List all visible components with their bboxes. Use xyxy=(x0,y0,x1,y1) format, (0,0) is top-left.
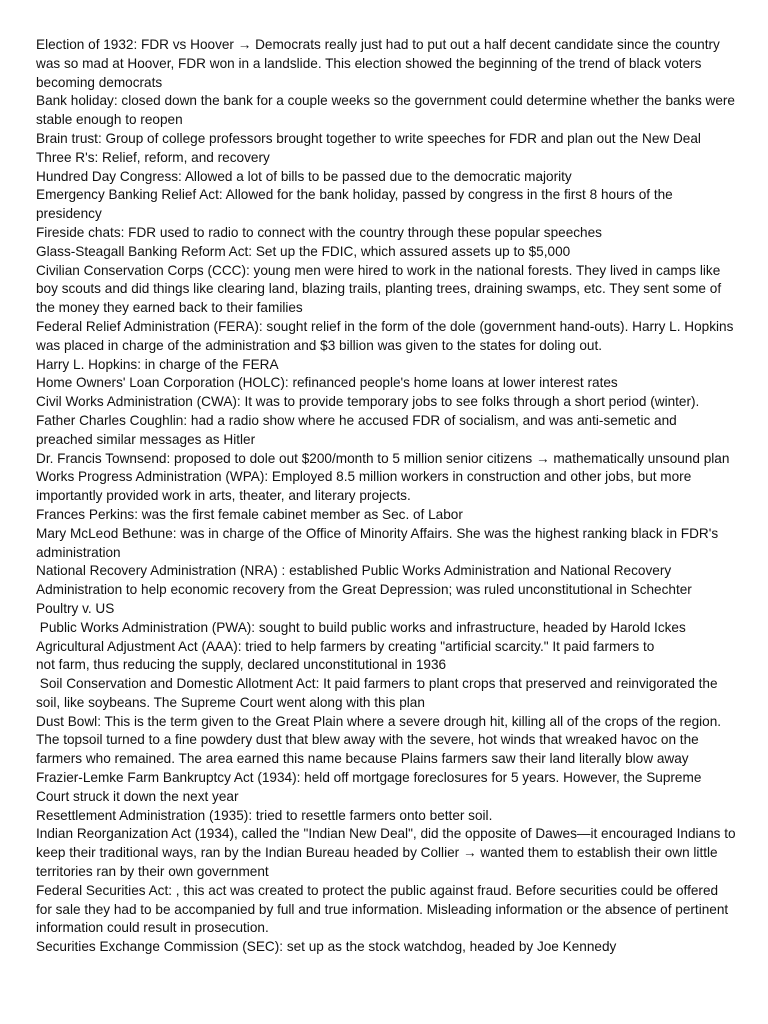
note-entry-ccc: Civilian Conservation Corps (CCC): young men were hired to work in the national forests. They lived in camps like boy scouts and did things like clearing land, blazing trails, planting trees, draining swamps, etc. They sent some of the money they earned back to their families xyxy=(36,262,725,316)
note-entry-harry-hopkins: Harry L. Hopkins: in charge of the FERA xyxy=(36,356,279,372)
note-entry-indian-reorganization: Indian Reorganization Act (1934), called the "Indian New Deal", did the opposite of Dawes—it encouraged Indians to keep their traditional ways, ran by the Indian Bureau headed by Collier → wanted them to establish their own little territories ran by their own government xyxy=(36,826,740,880)
note-entry-nra: National Recovery Administration (NRA) : established Public Works Administration and National Recovery Administration to help economic recovery from the Great Depression; was ruled unconstitutional in Schechter Poultry v. US xyxy=(36,563,696,616)
note-entry-pwa: Public Works Administration (PWA): sought to build public works and infrastructure, headed by Harold Ickes xyxy=(36,619,686,635)
note-entry-holc: Home Owners' Loan Corporation (HOLC): refinanced people's home loans at lower interest rates xyxy=(36,375,618,391)
note-entry-mary-bethune: Mary McLeod Bethune: was in charge of the Office of Minority Affairs. She was the highest ranking black in FDR's administration xyxy=(36,525,722,560)
notes-document xyxy=(36,36,740,957)
note-entry-cwa: Civil Works Administration (CWA): It was to provide temporary jobs to see folks through a short period (winter). xyxy=(36,394,700,410)
note-entry-coughlin: Father Charles Coughlin: had a radio show where he accused FDR of socialism, and was anti-semetic and preached similar messages as Hitler xyxy=(36,412,681,447)
note-entry-federal-securities: Federal Securities Act: , this act was created to protect the public against fraud. Before securities could be offered for sale they had to be accompanied by full and true information. Misleading information or the absence of pertinent information could result in prosecution. xyxy=(36,882,732,936)
note-entry-sec: Securities Exchange Commission (SEC): set up as the stock watchdog, headed by Joe Kennedy xyxy=(36,939,617,955)
note-entry-election-1932: Election of 1932: FDR vs Hoover → Democrats really just had to put out a half decent candidate since the country was so mad at Hoover, FDR won in a landslide. This election showed the beginning of the trend of black voters becoming democrats xyxy=(36,37,724,90)
note-entry-frazier-lemke: Frazier-Lemke Farm Bankruptcy Act (1934): held off mortgage foreclosures for 5 years. However, the Supreme Court struck it down the next year xyxy=(36,770,706,804)
note-entry-brain-trust: Brain trust: Group of college professors brought together to write speeches for FDR and plan out the New Deal xyxy=(36,130,701,146)
note-entry-three-rs: Three R's: Relief, reform, and recovery xyxy=(36,149,270,165)
note-entry-fireside-chats: Fireside chats: FDR used to radio to connect with the country through these popular speeches xyxy=(36,224,602,240)
note-entry-glass-steagall: Glass-Steagall Banking Reform Act: Set up the FDIC, which assured assets up to $5,000 xyxy=(36,243,571,259)
note-entry-wpa: Works Progress Administration (WPA): Employed 8.5 million workers in construction and other jobs, but more importantly provided work in arts, theater, and literary projects. xyxy=(36,469,696,504)
note-entry-frances-perkins: Frances Perkins: was the first female cabinet member as Sec. of Labor xyxy=(36,506,463,522)
note-entry-resettlement: Resettlement Administration (1935): tried to resettle farmers onto better soil. xyxy=(36,807,493,823)
note-entry-soil-conservation: Soil Conservation and Domestic Allotment Act: It paid farmers to plant crops that preserved and reinvigorated the soil, like soybeans. The Supreme Court went along with this plan xyxy=(36,676,722,710)
note-entry-emergency-banking-act: Emergency Banking Relief Act: Allowed for the bank holiday, passed by congress in the first 8 hours of the presidency xyxy=(36,187,677,222)
note-entry-townsend: Dr. Francis Townsend: proposed to dole out $200/month to 5 million senior citizens → mathematically unsound plan xyxy=(36,450,730,466)
note-entry-fera: Federal Relief Administration (FERA): sought relief in the form of the dole (government hand-outs). Harry L. Hopkins was placed in charge of the administration and $3 billion was given to the states for doling out. xyxy=(36,318,738,353)
note-entry-aaa: Agricultural Adjustment Act (AAA): tried to help farmers by creating "artificial scarcity." It paid farmers to not farm, thus reducing the supply, declared unconstitutional in 1936 xyxy=(36,638,655,673)
note-entry-bank-holiday: Bank holiday: closed down the bank for a couple weeks so the government could determine whether the banks were stable enough to reopen xyxy=(36,93,739,128)
note-entry-dust-bowl: Dust Bowl: This is the term given to the Great Plain where a severe drough hit, killing all of the crops of the region. The topsoil turned to a fine powdery dust that blew away with the severe, hot winds that wreaked havoc on the farmers who remained. The area earned this name because Plains farmers saw their land literally blow away xyxy=(36,713,725,767)
note-entry-hundred-day-congress: Hundred Day Congress: Allowed a lot of bills to be passed due to the democratic majority xyxy=(36,168,572,184)
